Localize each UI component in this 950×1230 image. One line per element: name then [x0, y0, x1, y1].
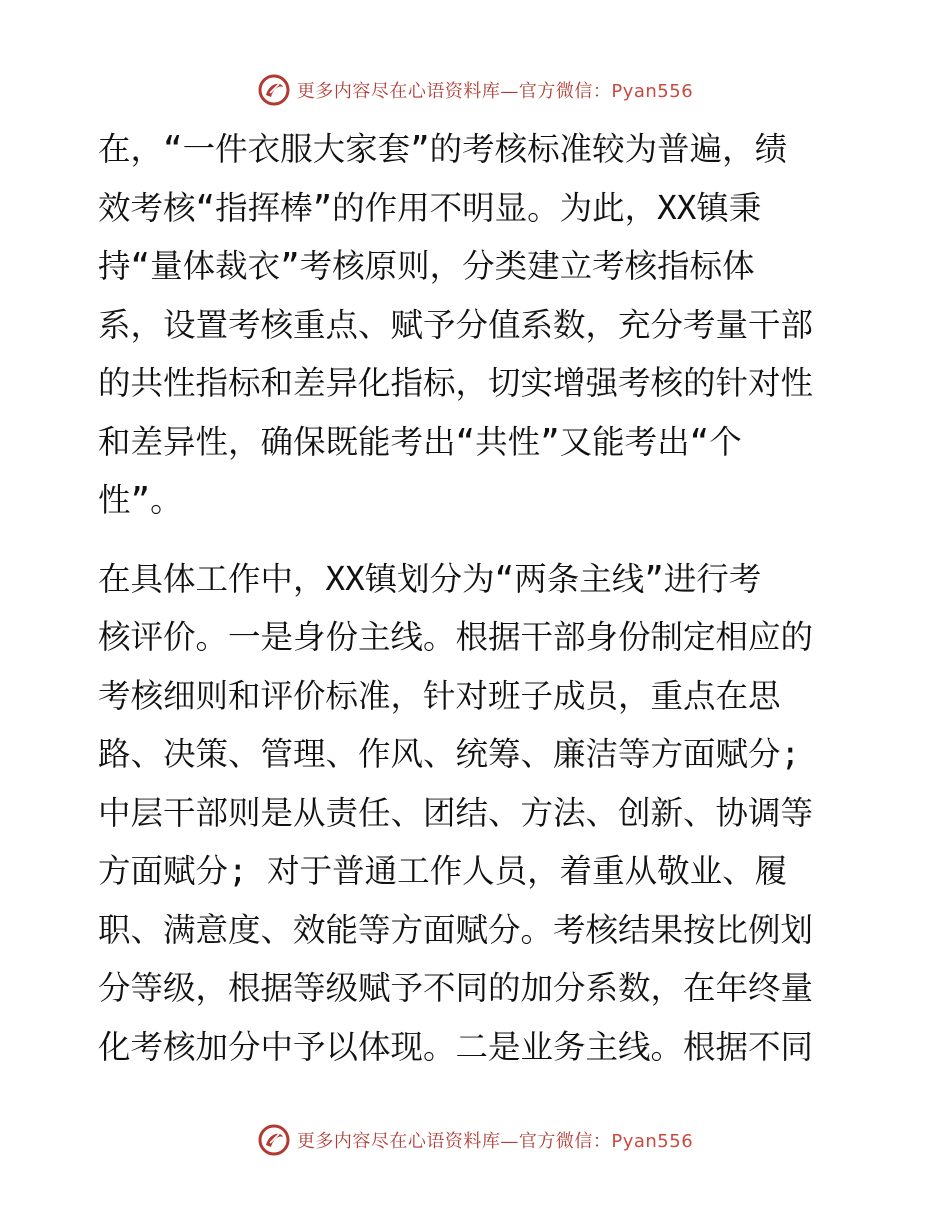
watermark-label: 更多内容尽在心语资料库—官方微信：: [296, 81, 612, 102]
text-line: 路、决策、管理、作风、统筹、廉洁等方面赋分;: [98, 735, 801, 773]
text-line: 核评价。一是身份主线。根据干部身份制定相应的: [98, 618, 814, 656]
text-line: 分等级，根据等级赋予不同的加分系数，在年终量: [98, 969, 814, 1007]
red-swirl-logo-icon: [257, 73, 291, 107]
text-line: 考核细则和评价标准，针对班子成员，重点在思: [98, 676, 781, 715]
watermark-text: [297, 1127, 693, 1153]
paragraph-1: [98, 120, 858, 530]
text-line: 在，“一件衣服大家套”的考核标准较为普遍，绩: [98, 130, 788, 168]
text-line: 和差异性，确保既能考出“共性”又能考出“个: [98, 422, 742, 461]
watermark-label: 更多内容尽在心语资料库—官方微信：: [296, 1131, 612, 1152]
header-watermark: [0, 72, 950, 108]
text-line: 性”。: [98, 481, 183, 519]
text-line: 方面赋分; 对于普通工作人员，着重从敬业、履: [98, 852, 788, 890]
document-body: [98, 120, 858, 1076]
text-line: 化考核加分中予以体现。二是业务主线。根据不同: [98, 1027, 814, 1066]
red-swirl-logo-icon: [257, 1123, 291, 1157]
text-line: 系，设置考核重点、赋予分值系数，充分考量干部: [98, 305, 814, 344]
watermark-wechat-id: Pyan556: [611, 1131, 694, 1152]
watermark-wechat-id: Pyan556: [611, 81, 694, 102]
text-line: 持“量体裁衣”考核原则，分类建立考核指标体: [98, 247, 755, 285]
watermark-text: [297, 77, 693, 103]
text-line: 的共性指标和差异化指标，切实增强考核的针对性: [98, 364, 814, 402]
footer-watermark: [0, 1122, 950, 1158]
text-line: 中层干部则是从责任、团结、方法、创新、协调等: [98, 793, 814, 832]
paragraph-spacer: [98, 530, 858, 550]
paragraph-2: [98, 550, 858, 1077]
text-line: 效考核“指挥棒”的作用不明显。为此，XX镇秉: [98, 188, 762, 227]
text-line: 在具体工作中，XX镇划分为“两条主线”进行考: [98, 559, 762, 598]
text-line: 职、满意度、效能等方面赋分。考核结果按比例划: [98, 910, 814, 949]
